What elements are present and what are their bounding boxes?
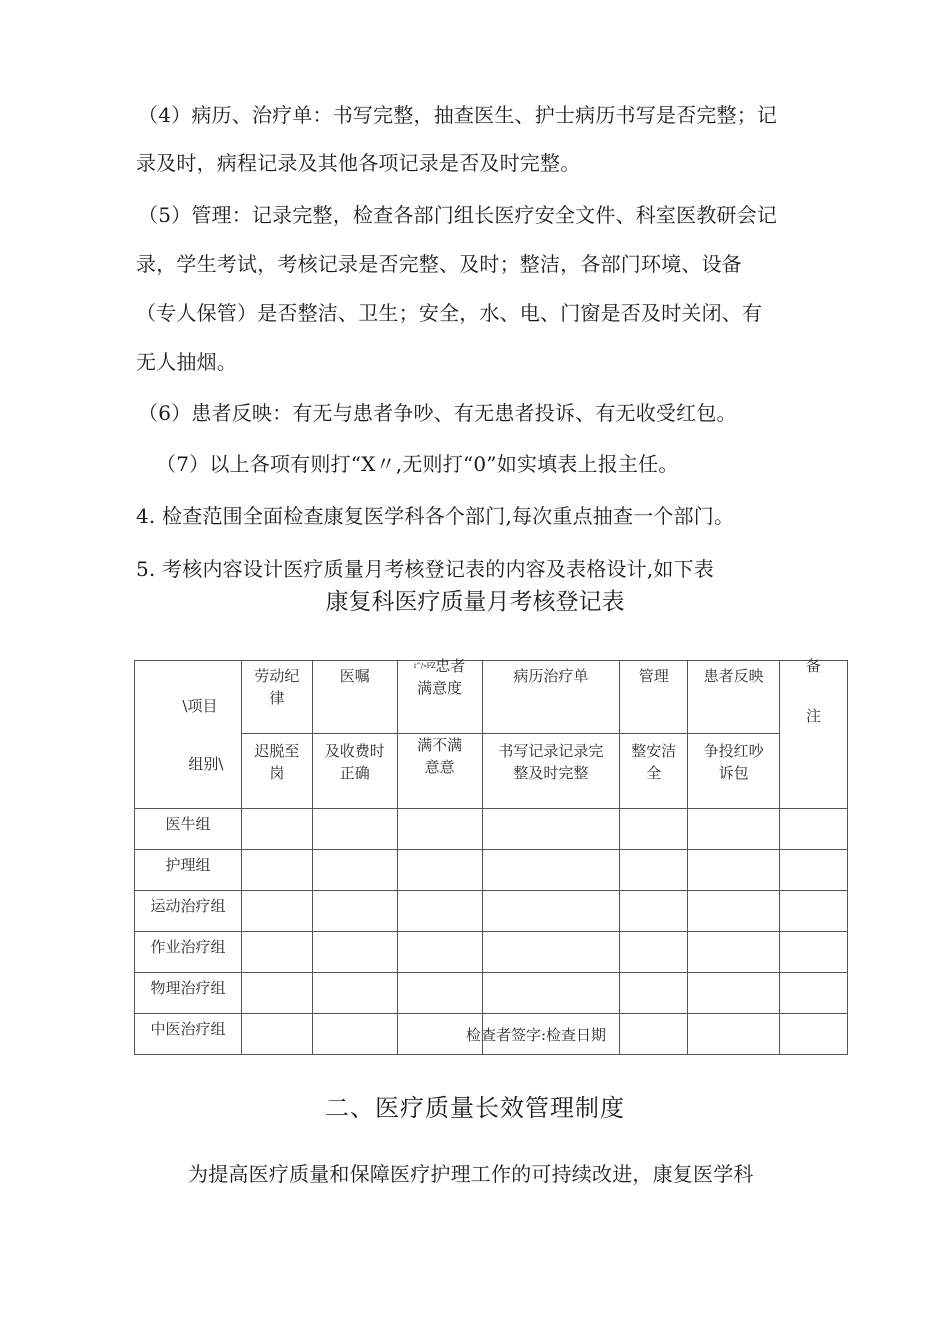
subheader (620, 734, 688, 809)
subheader-line: 满不满 (417, 736, 463, 754)
paragraph-7: （7）以上各项有则打“X〃,无则打“0”如实填表上报主任。 (156, 452, 679, 476)
category-header-line: 劳动纪 (254, 667, 300, 685)
table-cell (620, 809, 688, 850)
section-heading: 二、医疗质量长效管理制度 (325, 1094, 625, 1122)
table-cell (397, 809, 482, 850)
table-cell (241, 891, 312, 932)
table-cell (780, 891, 848, 932)
table-cell (241, 973, 312, 1014)
category-header (482, 661, 620, 734)
table-cell (688, 850, 780, 891)
row-group-label: 医牛组 (135, 809, 242, 850)
table-cell (688, 891, 780, 932)
category-header-line: 患者反映 (703, 667, 764, 685)
subheader-line: 迟脱至 (254, 742, 300, 760)
table-row (135, 809, 848, 850)
table-cell (780, 932, 848, 973)
table-cell (312, 932, 397, 973)
category-header-line: 管理 (638, 667, 669, 685)
table-cell (312, 891, 397, 932)
subheader-line: 整及时完整 (513, 764, 589, 782)
row-group-label: 物理治疗组 (135, 973, 242, 1014)
garbled-text: i^/»FZ (413, 662, 436, 670)
table-cell (620, 932, 688, 973)
row-group-label: 中医治疗组 (135, 1014, 242, 1055)
subheader-line: 争投红吵 (703, 742, 764, 760)
table-cell (780, 850, 848, 891)
table-cell (241, 932, 312, 973)
category-header (688, 661, 780, 734)
paragraph-4-line-2: 录及时，病程记录及其他各项记录是否及时完整。 (136, 151, 581, 175)
subheader (241, 734, 312, 809)
paragraph-5-line-2: 录，学生考试，考核记录是否完整、及时；整洁，各部门环境、设备 (136, 252, 742, 276)
corner-item-label: \项目 (182, 697, 218, 715)
subheader (688, 734, 780, 809)
remarks-header (780, 657, 848, 809)
category-header (312, 661, 397, 734)
table-cell (312, 809, 397, 850)
table-row (135, 850, 848, 891)
table-cell (482, 891, 620, 932)
table-cell (397, 973, 482, 1014)
assessment-table (134, 657, 848, 1055)
subheader-line: 书写记录记录完 (498, 742, 604, 760)
subheader (397, 734, 482, 809)
list-item-4: 4. 检查范围全面检查康复医学科各个部门,每次重点抽查一个部门。 (136, 504, 735, 528)
table-row (135, 891, 848, 932)
table-cell (241, 809, 312, 850)
section-intro: 为提高医疗质量和保障医疗护理工作的可持续改进，康复医学科 (188, 1162, 754, 1186)
row-group-label: 作业治疗组 (135, 932, 242, 973)
subheader-line: 整安洁 (631, 742, 677, 760)
table-corner-header (135, 661, 242, 809)
subheader (312, 734, 397, 809)
table-cell (620, 850, 688, 891)
table-cell (482, 809, 620, 850)
table-cell (397, 891, 482, 932)
table-cell (312, 973, 397, 1014)
subheader-line: 诉包 (718, 764, 749, 782)
table-cell (688, 932, 780, 973)
list-item-5: 5. 考核内容设计医疗质量月考核登记表的内容及表格设计,如下表 (136, 557, 714, 581)
paragraph-6: （6）患者反映：有无与患者争吵、有无患者投诉、有无收受红包。 (138, 401, 737, 425)
subheader-line: 及收费时 (324, 742, 385, 760)
table-cell (312, 850, 397, 891)
subheader-line: 岗 (269, 764, 285, 782)
subheader-line: 意意 (424, 758, 455, 776)
category-header (397, 657, 482, 734)
table-cell (688, 973, 780, 1014)
table-cell (397, 932, 482, 973)
table-cell (241, 850, 312, 891)
table-cell (620, 973, 688, 1014)
table-cell (688, 809, 780, 850)
table-cell (482, 932, 620, 973)
remarks-line: 注 (806, 707, 822, 725)
subheader-line: 正确 (339, 764, 370, 782)
category-header-line: 律 (269, 689, 285, 707)
row-group-label: 护理组 (135, 850, 242, 891)
subheader-line: 全 (646, 764, 662, 782)
corner-group-label: 组别\ (188, 755, 224, 773)
paragraph-5-line-3: （专人保管）是否整洁、卫生；安全，水、电、门窗是否及时关闭、有 (136, 301, 763, 325)
category-header (620, 661, 688, 734)
table-row (135, 932, 848, 973)
table-cell (482, 973, 620, 1014)
category-header (241, 661, 312, 734)
table-cell (620, 891, 688, 932)
table-cell (397, 850, 482, 891)
table-cell (482, 850, 620, 891)
paragraph-4-line-1: （4）病历、治疗单：书写完整，抽查医生、护士病历书写是否完整；记 (138, 103, 778, 127)
category-header-line: 满意度 (417, 679, 463, 697)
remarks-line: 备 (806, 657, 822, 675)
table-title: 康复科医疗质量月考核登记表 (325, 589, 625, 615)
paragraph-5-line-4: 无人抽烟。 (136, 350, 237, 374)
paragraph-5-line-1: （5）管理：记录完整，检查各部门组长医疗安全文件、科室医教研会记 (138, 203, 778, 227)
category-header-line: 忠者 (435, 657, 466, 675)
category-header-line: 医嘱 (339, 667, 370, 685)
subheader (482, 734, 620, 809)
table-caption: 检查者签字:检查日期 (465, 1026, 607, 1044)
row-group-label: 运动治疗组 (135, 891, 242, 932)
table-cell (780, 809, 848, 850)
category-header-line: 病历治疗单 (513, 667, 589, 685)
table-cell (780, 973, 848, 1014)
table-row (135, 973, 848, 1014)
